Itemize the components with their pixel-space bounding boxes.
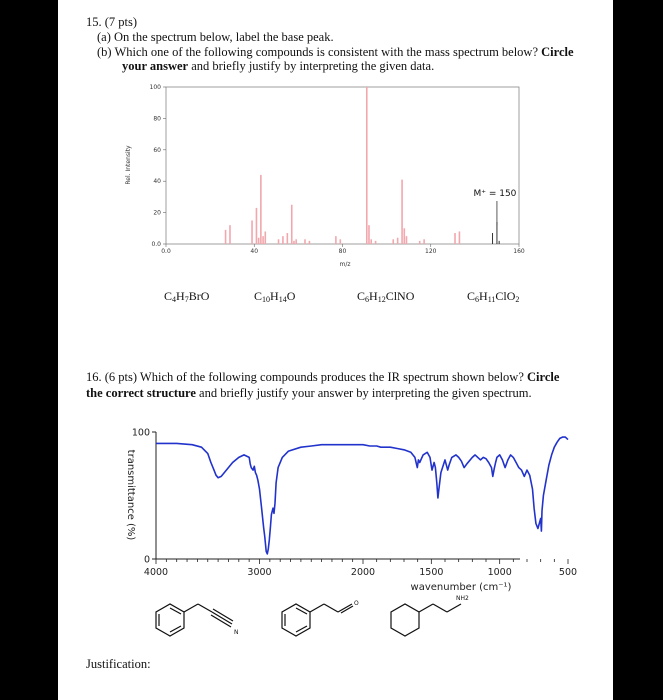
q15-part-b-text: (b) Which one of the following compounds is consistent with the mass spectrum below? xyxy=(97,45,542,59)
ms-y-tick-label: 80 xyxy=(153,115,161,123)
ir-x-axis-label: wavenumber (cm⁻¹) xyxy=(410,582,512,593)
structure-1-nitrile[interactable] xyxy=(156,604,233,636)
ir-x-tick-label: 1500 xyxy=(419,567,444,578)
q15-part-b-circle: Circle xyxy=(541,45,574,59)
ir-transmittance-series xyxy=(156,437,568,554)
q16-circle: Circle xyxy=(527,370,560,384)
ms-x-tick-label: 160 xyxy=(513,248,525,255)
ir-y-tick-label: 0 xyxy=(143,554,150,566)
structure-2-aldehyde[interactable] xyxy=(282,604,353,636)
ms-y-tick-label: 100 xyxy=(149,84,161,91)
q15-part-a: (a) On the spectrum below, label the base peak. xyxy=(97,30,334,44)
ms-y-tick-label: 20 xyxy=(153,209,161,217)
structure-2-o-label: O xyxy=(354,600,359,607)
option-c6h12clno[interactable]: $C_6H_{12}ClNO$ xyxy=(357,289,415,304)
ms-x-axis-label: m/z xyxy=(339,261,351,268)
ir-x-tick-label: 4000 xyxy=(143,567,169,578)
ms-y-tick-label: 0.0 xyxy=(151,241,161,248)
ms-x-tick-label: 120 xyxy=(425,248,437,255)
q15-part-b-justify: and briefly justify by interpreting the given data. xyxy=(188,59,435,73)
ir-x-tick-label: 2000 xyxy=(350,567,376,578)
ms-y-tick-label: 40 xyxy=(153,178,161,186)
ms-y-tick-label: 60 xyxy=(153,146,161,154)
structure-3-amine[interactable] xyxy=(391,604,461,636)
ir-y-tick-label: 100 xyxy=(131,427,150,439)
ir-spectrum-chart xyxy=(58,0,613,636)
ms-y-axis-label: Rel. Intensity xyxy=(125,145,132,185)
structure-1-n-label: N xyxy=(234,629,239,636)
ms-x-tick-label: 40 xyxy=(250,248,259,255)
q15-header: 15. (7 pts) xyxy=(86,15,138,29)
q16-text: 16. (6 pts) Which of the following compounds produces the IR spectrum shown below? xyxy=(86,370,528,384)
ir-x-tick-label: 500 xyxy=(558,567,578,578)
worksheet-page xyxy=(58,0,613,700)
molecular-ion-annotation: M⁺ = 150 xyxy=(473,189,517,199)
ms-x-tick-label: 0.0 xyxy=(161,248,171,255)
option-c4h7bro[interactable]: $C_4H_7BrO$ xyxy=(164,289,210,304)
structure-3-nh2-label: NH2 xyxy=(456,595,469,602)
q15-part-b-your-answer: your answer xyxy=(122,59,189,73)
ir-x-tick-label: 1000 xyxy=(487,567,512,578)
ms-x-tick-label: 80 xyxy=(338,248,347,255)
ir-x-tick-label: 3000 xyxy=(247,567,272,578)
justification-label: Justification: xyxy=(86,657,151,671)
ir-y-axis-label: transmittance (%) xyxy=(125,449,136,541)
option-c6h11clo2[interactable]: $C_6H_{11}ClO_2$ xyxy=(467,289,520,304)
q16-correct-structure: the correct structure xyxy=(86,386,196,400)
q16-justify: and briefly justify your answer by interpreting the given spectrum. xyxy=(195,386,532,400)
option-c10h14o[interactable]: $C_{10}H_{14}O$ xyxy=(254,289,296,304)
